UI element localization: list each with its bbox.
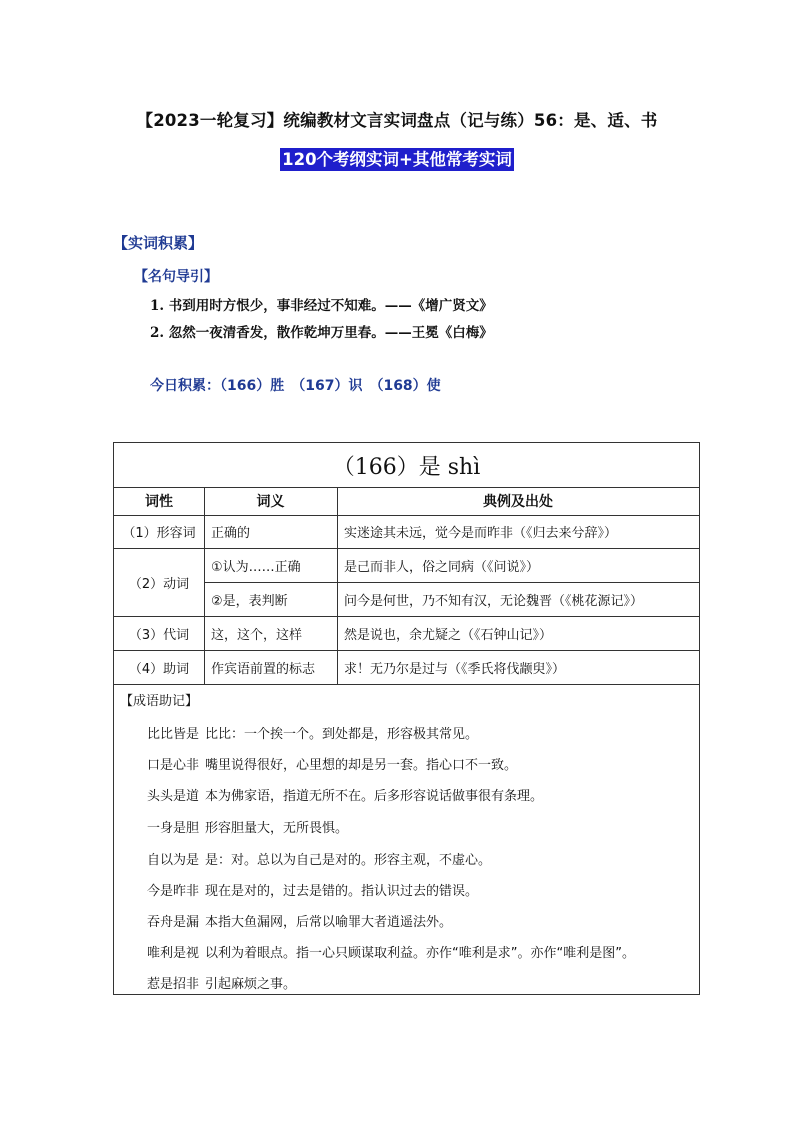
example-cell: 问今是何世，乃不知有汉，无论魏晋（《桃花源记》）: [344, 593, 644, 609]
header-pos: 词性: [145, 494, 173, 510]
idiom-explain: 嘴里说得很好，心里想的却是另一套。指心口不一致。: [205, 758, 518, 773]
idiom-explain: 是：对。总以为自己是对的。形容主观，不虚心。: [205, 853, 492, 868]
pos-cell: （1）形容词: [122, 526, 196, 541]
meaning-cell: 正确的: [211, 526, 251, 541]
header-meaning: 词义: [256, 494, 285, 510]
document-title: 【2023一轮复习】统编教材文言实词盘点（记与练）56：是、适、书: [136, 111, 658, 130]
idiom-item: [147, 880, 478, 899]
idiom-word: 今是昨非: [147, 884, 200, 899]
idiom-item: [147, 817, 348, 836]
idiom-word: 唯利是视: [147, 946, 200, 961]
table-divider: [114, 684, 699, 685]
idiom-item: [147, 911, 452, 930]
idiom-word: 口是心非: [147, 758, 200, 773]
idiom-explain: 形容胆量大，无所畏惧。: [205, 821, 349, 836]
today-summary: 今日积累：（166）胜 （167）识 （168）使: [150, 378, 441, 394]
header-example: 典例及出处: [483, 494, 553, 510]
idiom-explain: 以利为着眼点。指一心只顾谋取利益。亦作“唯利是求”。亦作“唯利是图”。: [205, 946, 635, 961]
idiom-word: 自以为是: [147, 853, 200, 868]
meaning-cell: ②是，表判断: [211, 593, 288, 609]
idiom-item: [147, 973, 296, 992]
idiom-explain: 引起麻烦之事。: [205, 977, 297, 992]
idiom-explain: 比比：一个挨一个。到处都是，形容极其常见。: [205, 727, 479, 742]
quote-line: 2. 忽然一夜清香发，散作乾坤万里春。——王冕《白梅》: [150, 325, 493, 341]
idiom-item: [147, 942, 635, 961]
quote-line: 1. 书到用时方恨少，事非经过不知难。——《增广贤文》: [150, 298, 493, 314]
pos-cell: （3）代词: [128, 627, 190, 643]
idiom-item: [147, 785, 543, 804]
subtitle-wrap: [0, 148, 794, 171]
pos-cell: （2）动词: [128, 576, 190, 592]
idiom-explain: 本指大鱼漏网，后常以喻罪大者逍遥法外。: [205, 915, 453, 930]
idiom-item: [147, 723, 478, 742]
word-entry-table: [113, 442, 700, 995]
example-cell: 是己而非人，俗之同病（《问说》）: [344, 559, 540, 575]
example-cell: 实迷途其未远，觉今是而昨非（《归去来兮辞》）: [344, 526, 618, 541]
meaning-cell: ①认为……正确: [211, 559, 301, 575]
idiom-item: [147, 754, 517, 773]
idiom-item: [147, 849, 491, 868]
section-heading: 【实词积累】: [113, 234, 204, 252]
quotes-heading: 【名句导引】: [134, 269, 218, 285]
meaning-cell: 这，这个，这样: [211, 627, 303, 643]
example-cell: 求！无乃尔是过与（《季氏将伐颛臾》）: [344, 661, 566, 677]
idiom-word: 惹是招非: [147, 977, 200, 992]
word-title: （166）是 shì: [332, 454, 481, 480]
idiom-explain: 现在是对的，过去是错的。指认识过去的错误。: [205, 884, 479, 899]
example-cell: 然是说也，余尤疑之（《石钟山记》）: [344, 627, 553, 643]
meaning-cell: 作宾语前置的标志: [211, 661, 316, 677]
idiom-word: 比比皆是: [147, 727, 200, 742]
idiom-word: 吞舟是漏: [147, 915, 200, 930]
idioms-heading: 【成语助记】: [120, 694, 199, 709]
document-subtitle: 120个考纲实词+其他常考实词: [282, 150, 512, 169]
pos-cell: （4）助词: [128, 661, 190, 677]
idiom-word: 头头是道: [147, 789, 200, 804]
idiom-explain: 本为佛家语，指道无所不在。后多形容说话做事很有条理。: [205, 789, 544, 804]
idiom-word: 一身是胆: [147, 821, 200, 836]
